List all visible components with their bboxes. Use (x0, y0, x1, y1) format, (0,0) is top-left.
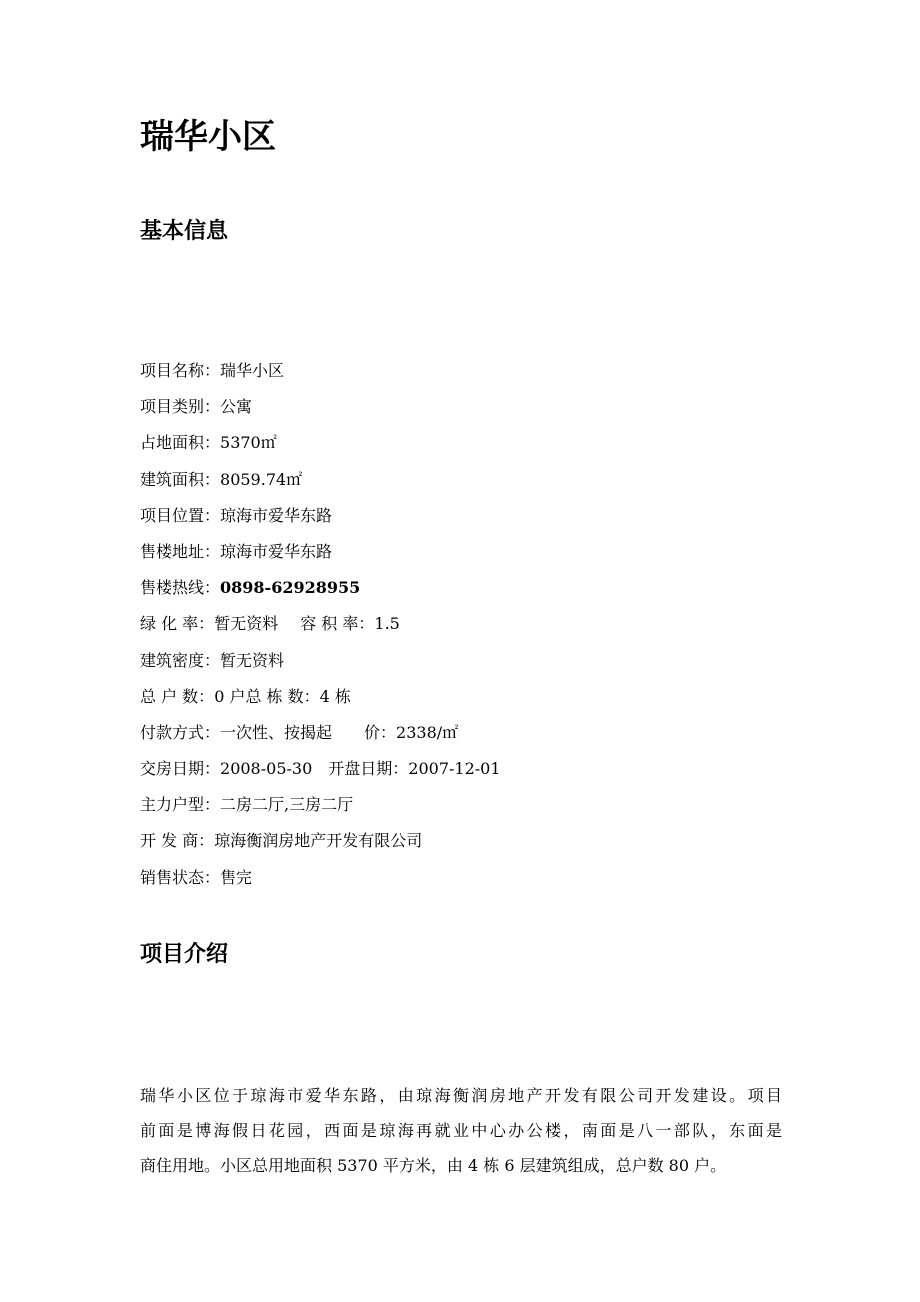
info-row-main-units (140, 787, 501, 823)
info-value: 售完 (220, 867, 253, 887)
info-label: 售楼热线： (140, 578, 221, 598)
basic-info-list (140, 353, 501, 896)
hotline-number: 0898-62928955 (220, 578, 361, 598)
info-value: 2007-12-01 (408, 759, 501, 779)
info-label: 销售状态： (140, 867, 221, 887)
info-row-green-plot (140, 606, 501, 642)
info-value: 1.5 (374, 614, 400, 634)
info-value: 琼海市爱华东路 (220, 505, 333, 525)
intro-paragraph (140, 1078, 782, 1183)
info-row-building-density (140, 643, 501, 679)
info-label: 容 积 率： (300, 614, 375, 634)
info-label: 项目位置： (140, 505, 221, 525)
info-row-hotline (140, 570, 501, 606)
info-label: 交房日期： (140, 759, 221, 779)
info-row-developer (140, 823, 501, 859)
info-row-sales-address (140, 534, 501, 570)
info-value: 一次性、按揭 (220, 722, 317, 742)
info-value: 2338/㎡ (396, 722, 459, 742)
info-value: 公寓 (220, 397, 253, 417)
info-label: 主力户型： (140, 795, 221, 815)
section-heading-intro: 项目介绍 (140, 942, 229, 967)
info-label: 售楼地址： (140, 541, 221, 561)
info-value: 二房二厅,三房二厅 (220, 795, 354, 815)
info-label: 占地面积： (140, 433, 221, 453)
info-value: 8059.74㎡ (220, 469, 303, 489)
info-value: 4 栋 (319, 686, 351, 706)
info-value: 5370㎡ (220, 433, 277, 453)
info-value: 暂无资料 (214, 614, 279, 634)
page-title: 瑞华小区 (140, 117, 276, 157)
info-value: 琼海衡润房地产开发有限公司 (214, 831, 423, 851)
info-label: 项目名称： (140, 361, 221, 380)
section-heading-basic-info: 基本信息 (140, 219, 229, 244)
info-row-households (140, 679, 501, 715)
info-row-sales-status (140, 860, 501, 896)
info-row-project-name (140, 353, 501, 389)
info-label: 开 发 商： (140, 831, 215, 851)
info-label: 总 户 数： (140, 686, 215, 706)
info-row-dates (140, 751, 501, 787)
info-row-location (140, 498, 501, 534)
info-label: 起 价： (316, 722, 397, 742)
info-label: 绿 化 率： (140, 614, 215, 634)
info-label: 总 栋 数： (245, 686, 320, 706)
info-value: 瑞华小区 (220, 361, 285, 380)
info-row-building-area (140, 462, 501, 498)
info-value: 2008-05-30 (220, 759, 313, 779)
info-label: 项目类别： (140, 397, 221, 417)
info-label: 建筑面积： (140, 469, 221, 489)
info-row-payment-price (140, 715, 501, 751)
info-label: 开盘日期： (328, 759, 409, 779)
intro-line: 商住用地。小区总用地面积 5370 平方米，由 4 栋 6 层建筑组成，总户数 80 户。 (140, 1156, 727, 1175)
info-row-category (140, 389, 501, 425)
info-label: 付款方式： (140, 722, 221, 742)
info-value: 暂无资料 (220, 650, 285, 670)
intro-line: 前面是博海假日花园，西面是琼海再就业中心办公楼，南面是八一部队，东面是 (140, 1121, 782, 1140)
info-value: 琼海市爱华东路 (220, 541, 333, 561)
info-row-land-area (140, 425, 501, 461)
intro-line: 瑞华小区位于琼海市爱华东路，由琼海衡润房地产开发有限公司开发建设。项目 (140, 1086, 782, 1105)
info-value: 0 户 (214, 686, 246, 706)
info-label: 建筑密度： (140, 650, 221, 670)
